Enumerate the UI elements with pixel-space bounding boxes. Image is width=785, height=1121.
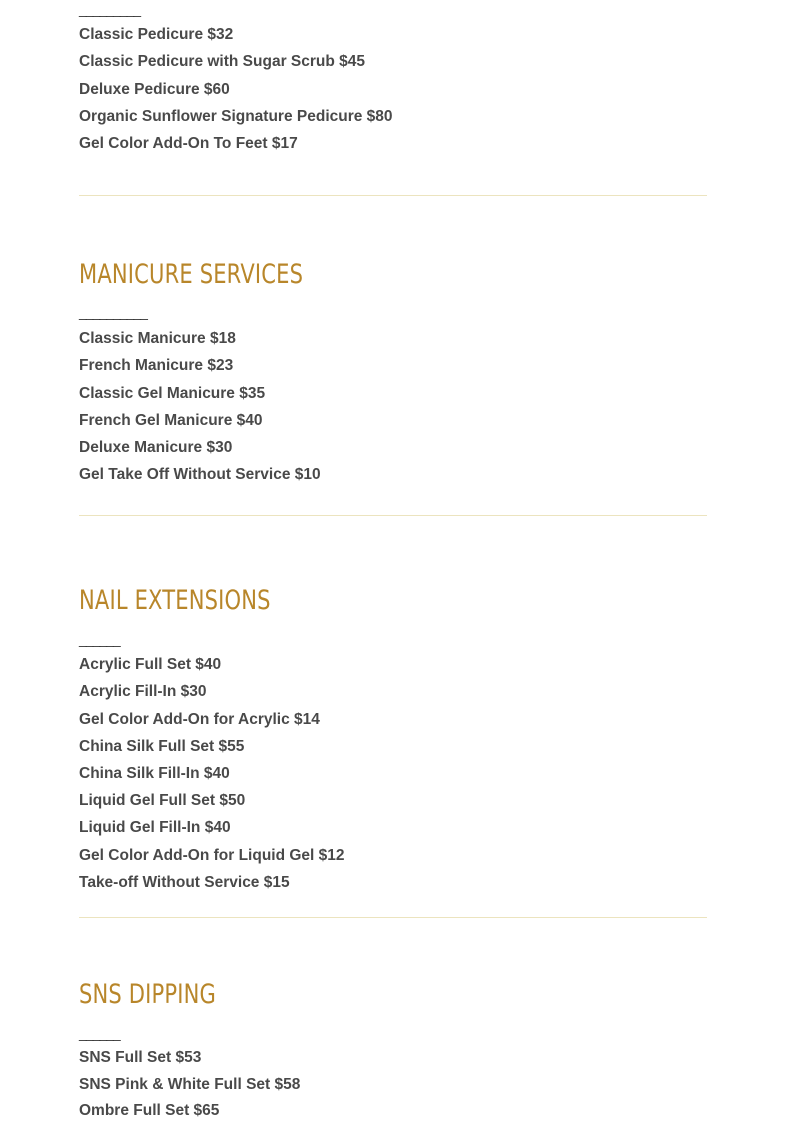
pedicure-underline: _________ [79,1,141,17]
extensions-item: China Silk Full Set $55 [79,738,245,755]
manicure-underline: __________ [79,304,147,320]
pedicure-item: Gel Color Add-On To Feet $17 [79,135,298,152]
section-divider [79,515,707,516]
manicure-item: Classic Gel Manicure $35 [79,385,266,402]
extensions-item: Acrylic Full Set $40 [79,656,222,673]
section-divider [79,195,707,196]
extensions-item: China Silk Fill-In $40 [79,765,230,782]
manicure-item: Classic Manicure $18 [79,330,236,347]
section-divider [79,917,707,918]
sns-item: Ombre Full Set $65 [79,1102,220,1119]
extensions-item: Gel Color Add-On for Acrylic $14 [79,711,320,728]
pedicure-item: Classic Pedicure $32 [79,26,234,43]
pedicure-item: Classic Pedicure with Sugar Scrub $45 [79,53,366,70]
extensions-item: Liquid Gel Fill-In $40 [79,819,231,836]
extensions-heading: NAIL EXTENSIONS [79,585,271,616]
extensions-item: Acrylic Fill-In $30 [79,683,207,700]
manicure-item: Deluxe Manicure $30 [79,439,233,456]
extensions-item: Liquid Gel Full Set $50 [79,792,246,809]
sns-heading: SNS DIPPING [79,979,217,1010]
sns-item: SNS Pink & White Full Set $58 [79,1076,301,1093]
extensions-item: Gel Color Add-On for Liquid Gel $12 [79,847,345,864]
manicure-item: Gel Take Off Without Service $10 [79,466,321,483]
pedicure-item: Organic Sunflower Signature Pedicure $80 [79,108,393,125]
extensions-underline: ______ [79,631,120,647]
sns-underline: ______ [79,1025,120,1041]
pedicure-item: Deluxe Pedicure $60 [79,81,230,98]
manicure-item: French Gel Manicure $40 [79,412,263,429]
sns-item: SNS Full Set $53 [79,1049,202,1066]
extensions-item: Take-off Without Service $15 [79,874,290,891]
manicure-item: French Manicure $23 [79,357,234,374]
manicure-heading: MANICURE SERVICES [79,259,304,290]
